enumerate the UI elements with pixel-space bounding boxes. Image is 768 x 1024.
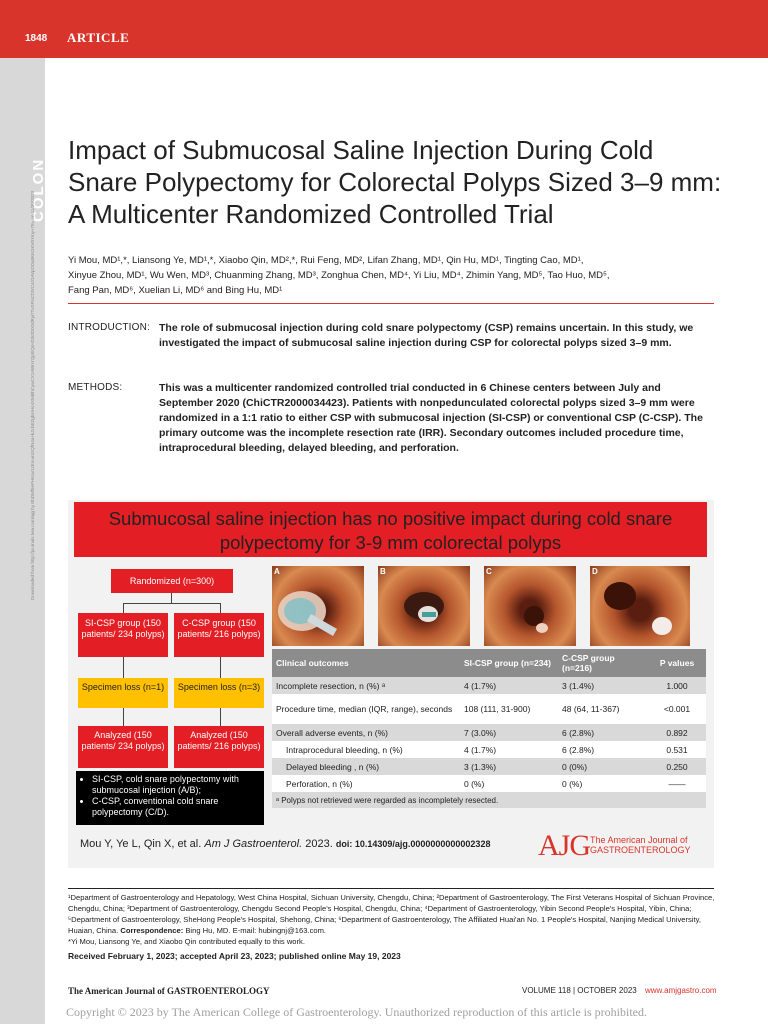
c-csp-group-box: C-CSP group (150 patients/ 216 polyps) [174, 613, 264, 657]
table-cell: Incomplete resection, n (%) ᵃ [272, 677, 460, 694]
table-row [272, 677, 706, 694]
image-tag: C [486, 567, 492, 576]
ajg-logo-text: The American Journal of GASTROENTEROLOGY [590, 835, 691, 855]
flow-connector [220, 708, 221, 726]
table-row [272, 758, 706, 775]
table-cell: 0 (0%) [558, 758, 648, 775]
citation-authors: Mou Y, Ye L, Qin X, et al. [80, 838, 205, 850]
citation-year: 2023. [302, 838, 336, 850]
endoscopy-image-b [378, 566, 470, 646]
methods-text: This was a multicenter randomized controlled trial conducted in 6 Chinese centers between July and September 2020 (ChiCTR2000034423). Patients with nonpedunculated colorectal polyps sized 3–9 mm were randomized in a 1:1 ratio to either CSP with submucosal injection (SI-CSP) or conventional CSP (C-CSP). The primary outcome was the incomplete resection rate (IRR). Secondary outcomes included procedure time, intraprocedural bleeding, delayed bleeding, and perforation. [159, 382, 703, 454]
ajg-logo: AJG [538, 829, 591, 862]
section-label: ARTICLE [67, 30, 130, 45]
author-line: Yi Mou, MD¹,*, Liansong Ye, MD¹,*, Xiaobo Qin, MD²,*, Rui Feng, MD², Lifan Zhang, MD¹, Qin Hu, MD¹, Tingting Cao, MD¹, [68, 255, 584, 266]
table-cell: Overall adverse events, n (%) [272, 724, 460, 741]
title-rule [68, 303, 714, 304]
flow-connector [123, 603, 221, 604]
header-bar [0, 0, 768, 58]
c-specimen-loss-box: Specimen loss (n=3) [174, 678, 264, 708]
flow-connector [220, 657, 221, 678]
clinical-outcomes-table [272, 649, 706, 808]
column-header: Clinical outcomes [272, 649, 460, 677]
table-cell: 4 (1.7%) [460, 677, 558, 694]
correspondence-label: Correspondence: [120, 926, 184, 935]
table-cell: —— [648, 775, 706, 792]
introduction-text: The role of submucosal injection during cold snare polypectomy (CSP) remains uncertain. In this study, we investigated the impact of submucosal saline injection during CSP for colorectal polyps sized 3–9 mm. [159, 322, 694, 349]
table-cell: Intraprocedural bleeding, n (%) [272, 741, 460, 758]
si-analyzed-box: Analyzed (150 patients/ 234 polyps) [78, 726, 168, 768]
table-cell: 0.250 [648, 758, 706, 775]
table-cell: Delayed bleeding , n (%) [272, 758, 460, 775]
table-footnote: ᵃ Polyps not retrieved were regarded as incompletely resected. [272, 792, 706, 808]
table-cell: 6 (2.8%) [558, 724, 648, 741]
table-row [272, 694, 706, 724]
page-number: 1848 [25, 33, 48, 44]
table-row [272, 775, 706, 792]
table-cell: 3 (1.3%) [460, 758, 558, 775]
table-cell: 4 (1.7%) [460, 741, 558, 758]
abbreviation-legend [76, 771, 264, 825]
randomized-box: Randomized (n=300) [111, 569, 233, 593]
endoscopy-image-c [484, 566, 576, 646]
c-analyzed-box: Analyzed (150 patients/ 216 polyps) [174, 726, 264, 768]
equal-contribution-note: *Yi Mou, Liansong Ye, and Xiaobo Qin contributed equally to this work. [68, 937, 305, 946]
table-footnote-row [272, 792, 706, 808]
table-cell: Procedure time, median (IQR, range), seconds [272, 694, 460, 724]
volume-footer: VOLUME 118 | OCTOBER 2023 [522, 986, 637, 995]
endoscopy-image-d [590, 566, 690, 646]
methods-label: METHODS: [68, 382, 123, 393]
table-cell: 0 (%) [460, 775, 558, 792]
table-cell: Perforation, n (%) [272, 775, 460, 792]
image-tag: B [380, 567, 386, 576]
table-header-row [272, 649, 706, 677]
website-link[interactable]: www.amjgastro.com [645, 986, 717, 995]
table-cell: 108 (111, 31-900) [460, 694, 558, 724]
citation-journal: Am J Gastroenterol. [204, 838, 303, 850]
table-cell: <0.001 [648, 694, 706, 724]
endoscopy-image-a [272, 566, 364, 646]
column-header: P values [648, 649, 706, 677]
table-cell: 6 (2.8%) [558, 741, 648, 758]
footnote-rule [68, 888, 714, 889]
column-header: C-CSP group (n=216) [558, 649, 648, 677]
received-dates: Received February 1, 2023; accepted April 23, 2023; published online May 19, 2023 [68, 951, 401, 961]
affiliations: ¹Department of Gastroenterology and Hepatology, West China Hospital, Sichuan University, Chengdu, China; ²Department of Gastroenterology, The First Veterans Hospital of Sichuan Province, Chengdu, China; ³Department of Gastroenterology, Chengdu Second People's Hospital, Chengdu, China; ⁴Department of Gastroenterology, Yibin Second People's Hospital, Yibin, China; ⁵Department of Gastroenterology, SheHong People's Hospital, Shehong, China; ⁶Department of Gastroenterology, The Affiliated Huai'an No. 1 People's Hospital, Nanjing Medical University, Huaian, China. [68, 893, 715, 935]
flow-connector [123, 708, 124, 726]
table-cell: 1.000 [648, 677, 706, 694]
table-row [272, 724, 706, 741]
table-row [272, 741, 706, 758]
correspondence-text: Bing Hu, MD. E-mail: hubingnj@163.com. [183, 926, 327, 935]
table-cell: 7 (3.0%) [460, 724, 558, 741]
flow-connector [220, 603, 221, 613]
legend-item: • SI-CSP, cold snare polypectomy with submucosal injection (A/B); [92, 774, 260, 796]
author-line: Fang Pan, MD⁶, Xuelian Li, MD⁶ and Bing Hu, MD¹ [68, 285, 283, 296]
footnotes [68, 892, 716, 947]
table-cell: 0.531 [648, 741, 706, 758]
image-tag: D [592, 567, 598, 576]
flow-connector [171, 593, 172, 603]
si-csp-group-box: SI-CSP group (150 patients/ 234 polyps) [78, 613, 168, 657]
graphical-abstract-banner: Submucosal saline injection has no positive impact during cold snare polypectomy for 3-9 mm colorectal polyps [74, 502, 707, 557]
author-line: Xinyue Zhou, MD¹, Wu Wen, MD³, Chuanming Zhang, MD³, Zonghua Chen, MD⁴, Yi Liu, MD⁴, Zhimin Yang, MD⁵, Tao Huo, MD⁵, [68, 270, 610, 281]
table-cell: 48 (64, 11-367) [558, 694, 648, 724]
article-title: Impact of Submucosal Saline Injection During Cold Snare Polypectomy for Colorectal Polyps Sized 3–9 mm: A Multicenter Randomized Controlled Trial [68, 135, 722, 229]
introduction-label: INTRODUCTION: [68, 322, 151, 333]
author-list [68, 253, 718, 298]
legend-item: • C-CSP, conventional cold snare polypectomy (C/D). [92, 796, 260, 818]
table-cell: 0 (%) [558, 775, 648, 792]
image-tag: A [274, 567, 280, 576]
flow-connector [123, 603, 124, 613]
citation-doi: doi: 10.14309/ajg.0000000000002328 [335, 839, 491, 849]
copyright-notice: Copyright © 2023 by The American College of Gastroenterology. Unauthorized reproduction of this article is prohibited. [66, 1005, 647, 1019]
citation [80, 838, 490, 850]
journal-name-footer: The American Journal of GASTROENTEROLOGY [68, 986, 270, 996]
download-notice: Downloaded from http://journals.lww.com/ajg by BhDMf5ePHKav1zEoum1tQfN4a+kJLhEZgbsIHo4XMi0hCywCX1AWnYQp/IlQrHD3i3D0OdRyi7TvSFl4Cf3VC4/OAVpDDa8KKGKV0Ymy+78= on 11/30/2023 [30, 191, 35, 600]
table-cell: 3 (1.4%) [558, 677, 648, 694]
table-cell: 0.892 [648, 724, 706, 741]
column-header: SI-CSP group (n=234) [460, 649, 558, 677]
si-specimen-loss-box: Specimen loss (n=1) [78, 678, 168, 708]
flow-connector [123, 657, 124, 678]
category-label: COLON [30, 157, 47, 222]
